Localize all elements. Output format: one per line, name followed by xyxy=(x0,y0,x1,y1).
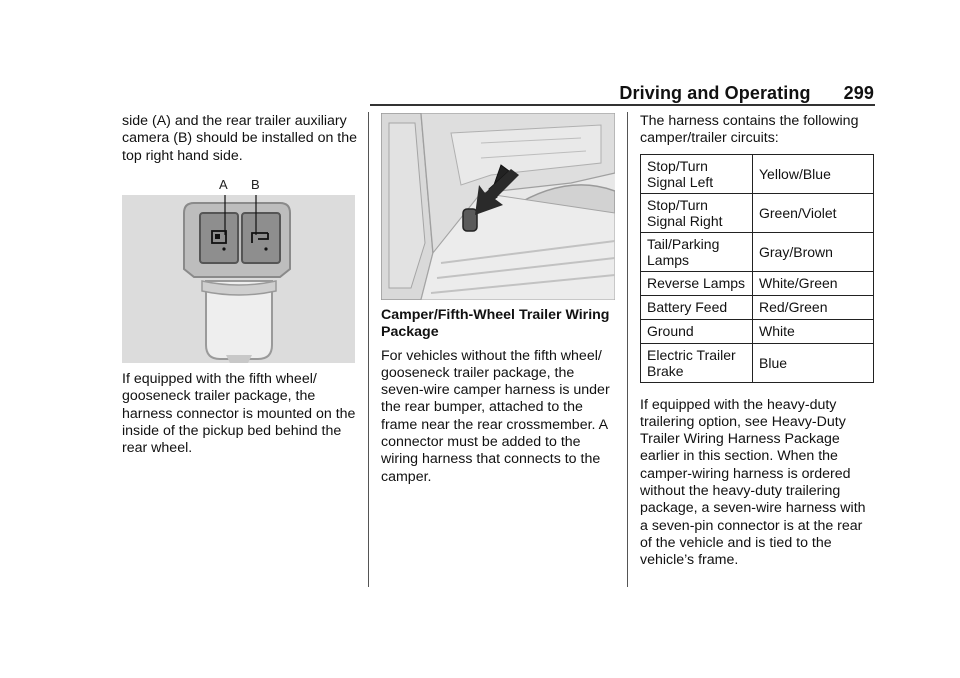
circuit-color: Green/Violet xyxy=(753,193,874,232)
pickup-bed-figure xyxy=(381,113,615,300)
col3-intro: The harness contains the following camper/trailer circuits: xyxy=(640,113,859,147)
section-heading: Camper/Fifth-Wheel Trailer Wiring Package xyxy=(381,307,610,341)
circuit-name: Battery Feed xyxy=(641,295,753,319)
circuit-color: White xyxy=(753,319,874,343)
circuit-name: Reverse Lamps xyxy=(641,271,753,295)
col3-paragraph-2: If equipped with the heavy-duty trailering option, see Heavy-Duty Trailer Wiring Harness Package earlier in this section. When the camper-wiring harness is ordered without the heavy-duty trailering package, a seven-wire harness with a seven-pin connector is at the rear of the vehicle and is tied to the vehicle’s frame. xyxy=(640,396,866,569)
circuits-table xyxy=(640,154,874,383)
circuit-color: White/Green xyxy=(753,271,874,295)
column-3 xyxy=(640,113,876,580)
circuit-color: Red/Green xyxy=(753,295,874,319)
section-title: Driving and Operating xyxy=(619,83,811,103)
circuit-color: Gray/Brown xyxy=(753,232,874,271)
column-1 xyxy=(122,113,357,175)
table-row xyxy=(641,271,874,295)
page-header xyxy=(619,83,874,104)
pickup-bed-illustration xyxy=(381,113,615,300)
table-row xyxy=(641,295,874,319)
circuit-name: Stop/Turn Signal Left xyxy=(641,154,753,193)
column-2 xyxy=(381,307,617,496)
table-row xyxy=(641,232,874,271)
camera-mount-illustration xyxy=(122,195,355,363)
table-row xyxy=(641,154,874,193)
circuit-name: Electric Trailer Brake xyxy=(641,343,753,382)
circuit-name: Ground xyxy=(641,319,753,343)
circuit-name: Tail/Parking Lamps xyxy=(641,232,753,271)
table-row xyxy=(641,193,874,232)
col1-paragraph-1: side (A) and the rear trailer auxiliary camera (B) should be installed on the top right hand side. xyxy=(122,113,358,164)
label-b: B xyxy=(251,177,260,192)
col1-paragraph-2: If equipped with the fifth wheel/ gooseneck trailer package, the harness connector is mounted on the inside of the pickup bed behind the rear wheel. xyxy=(122,371,356,457)
column-divider-right xyxy=(627,112,628,587)
header-rule xyxy=(370,104,875,106)
col2-paragraph-1: For vehicles without the fifth wheel/ gooseneck trailer package, the seven-wire camper harness is under the rear bumper, attached to the frame near the rear crossmember. A connector must be added to the wiring harness that connects to the camper. xyxy=(381,347,610,485)
page-number: 299 xyxy=(843,83,874,103)
table-row xyxy=(641,343,874,382)
label-a: A xyxy=(219,177,228,192)
column-1-lower xyxy=(122,371,357,467)
circuit-color: Yellow/Blue xyxy=(753,154,874,193)
camera-mount-figure xyxy=(122,195,355,363)
circuit-name: Stop/Turn Signal Right xyxy=(641,193,753,232)
column-divider-left xyxy=(368,112,369,587)
table-row xyxy=(641,319,874,343)
circuit-color: Blue xyxy=(753,343,874,382)
